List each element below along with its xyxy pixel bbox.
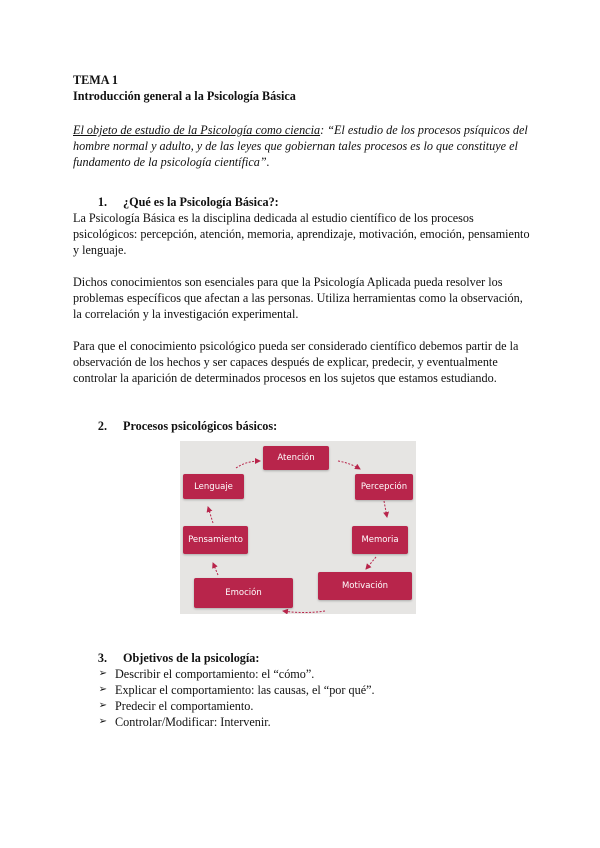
intro-sep: : — [320, 123, 328, 137]
objective-text: Describir el comportamiento: el “cómo”. — [115, 667, 315, 681]
objective-text: Explicar el comportamiento: las causas, el “por qué”. — [115, 683, 375, 697]
section-1-number: 1. — [97, 195, 107, 209]
objective-text: Controlar/Modificar: Intervenir. — [115, 715, 271, 729]
list-item — [73, 682, 533, 698]
arrow-motivacion-emocion — [283, 611, 325, 613]
box-memoria: Memoria — [352, 526, 408, 554]
objective-text: Predecir el comportamiento. — [115, 699, 254, 713]
box-lenguaje: Lenguaje — [183, 474, 244, 499]
box-motivacion: Motivación — [318, 572, 412, 600]
section-1-paragraph-3: Para que el conocimiento psicológico pueda ser considerado científico debemos partir de la observación de los hechos y ser capaces después de explicar, predecir, y eventualmente controlar la aparición de determinados procesos en los sujetos que estamos estudiando. — [73, 339, 519, 385]
box-pensamiento: Pensamiento — [183, 526, 248, 554]
section-1-heading — [73, 194, 533, 210]
bullet-arrow-icon: ➢ — [98, 684, 107, 695]
box-atencion: Atención — [263, 446, 329, 470]
box-percepcion: Percepción — [355, 474, 413, 500]
arrow-emocion-pensamiento — [213, 563, 218, 575]
section-2-title: Procesos psicológicos básicos: — [123, 419, 278, 433]
bullet-arrow-icon: ➢ — [98, 716, 107, 727]
section-3-number: 3. — [97, 651, 107, 665]
arrow-pensamiento-lenguaje — [208, 507, 213, 523]
section-1-paragraph-1: La Psicología Básica es la disciplina dedicada al estudio científico de los procesos psicológicos: percepción, atención, memoria, aprendizaje, motivación, emoción, pensamiento y lenguaje. — [73, 211, 530, 257]
arrow-lenguaje-atencion — [236, 461, 260, 468]
section-1-paragraph-2: Dichos conocimientos son esenciales para que la Psicología Aplicada pueda resolver los problemas específicos que afectan a las personas. Utiliza herramientas como la observación, la correlación y la investigación experimental. — [73, 275, 523, 321]
section-1-title: ¿Qué es la Psicología Básica?: — [123, 195, 279, 209]
objectives-list — [73, 666, 533, 730]
arrow-percepcion-memoria — [384, 501, 387, 517]
section-2-heading — [73, 418, 533, 434]
document-page — [73, 72, 533, 434]
bullet-arrow-icon: ➢ — [98, 668, 107, 679]
processes-diagram — [180, 441, 416, 614]
section-2-number: 2. — [97, 419, 107, 433]
section-3-title: Objetivos de la psicología: — [123, 651, 260, 665]
list-item — [73, 698, 533, 714]
intro-paragraph — [73, 122, 533, 170]
intro-quote: “El estudio de los procesos psíquicos del hombre normal y adulto, y de las leyes que gobiernan tales procesos es lo que constituye el fundamento de la psicología científica”. — [73, 123, 528, 169]
list-item — [73, 666, 533, 682]
section-3 — [73, 650, 533, 730]
bullet-arrow-icon: ➢ — [98, 700, 107, 711]
intro-label: El objeto de estudio de la Psicología como ciencia — [73, 123, 321, 137]
tema-heading: TEMA 1 — [73, 73, 119, 87]
arrow-memoria-motivacion — [366, 557, 376, 569]
section-3-heading — [73, 650, 533, 666]
list-item — [73, 714, 533, 730]
box-emocion: Emoción — [194, 578, 293, 608]
arrow-atencion-percepcion — [338, 461, 360, 469]
tema-subtitle: Introducción general a la Psicología Básica — [73, 89, 296, 103]
